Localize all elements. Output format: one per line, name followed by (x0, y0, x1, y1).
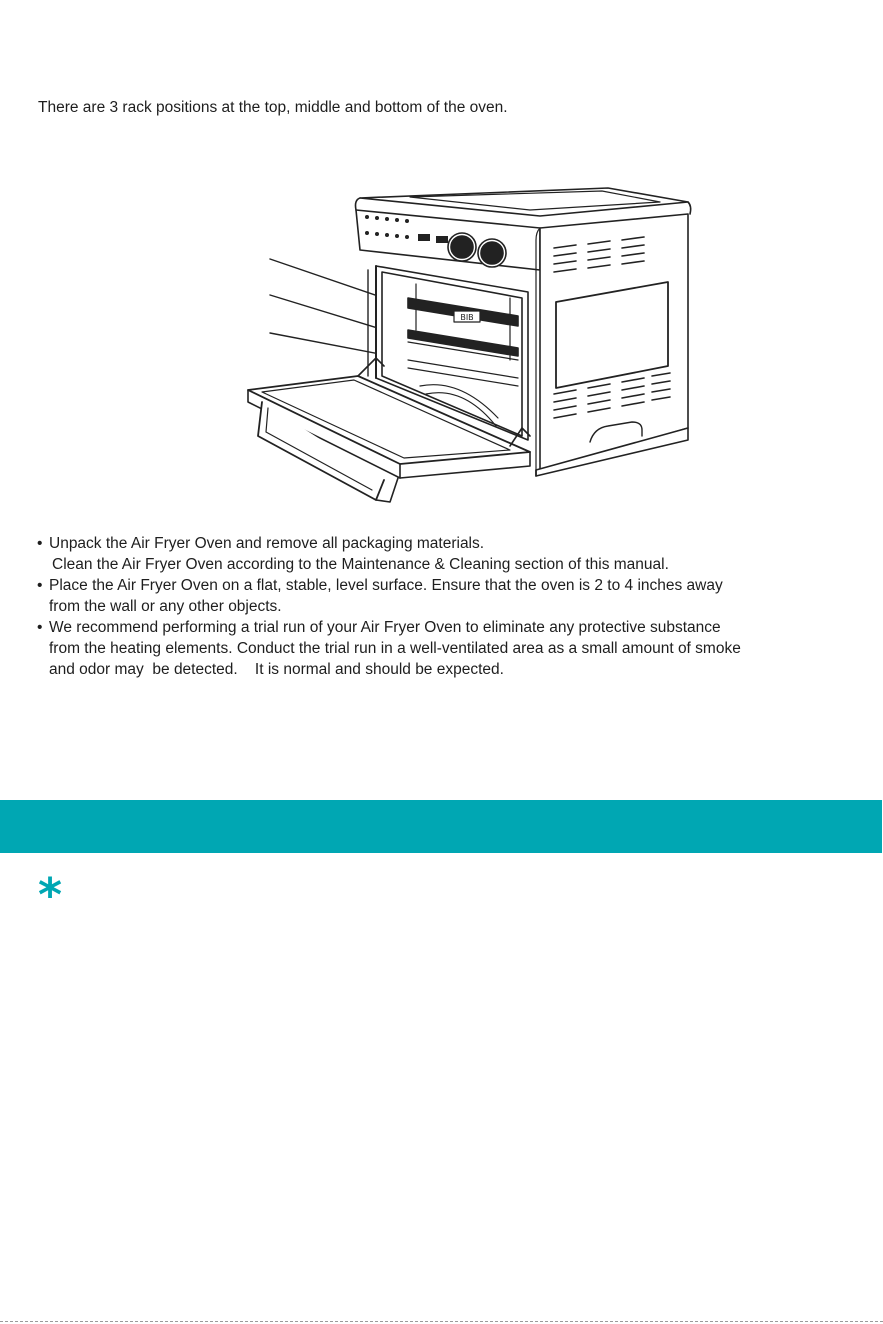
instruction-item (37, 575, 867, 617)
asterisk-icon: * (38, 868, 63, 922)
instruction-item (37, 533, 867, 575)
intro-text: There are 3 rack positions at the top, middle and bottom of the oven. (38, 99, 508, 116)
instruction-line: Unpack the Air Fryer Oven and remove all packaging materials. (49, 535, 485, 552)
instruction-line: and odor may be detected. It is normal and should be expected. (49, 661, 504, 678)
instruction-line: from the heating elements. Conduct the trial run in a well-ventilated area as a small amount of smoke (49, 640, 741, 657)
section-header-band (0, 800, 882, 853)
instruction-line: Clean the Air Fryer Oven according to the Maintenance & Cleaning section of this manual. (52, 556, 669, 573)
oven-illustration (240, 180, 700, 520)
setup-instructions-list (37, 533, 867, 680)
oven-logo-text: BIB (460, 313, 474, 322)
page-bottom-divider (0, 1321, 883, 1322)
instruction-line: We recommend performing a trial run of your Air Fryer Oven to eliminate any protective substance (49, 619, 721, 636)
instruction-line: from the wall or any other objects. (49, 598, 282, 615)
instruction-line: Place the Air Fryer Oven on a flat, stable, level surface. Ensure that the oven is 2 to 4 inches away (49, 577, 723, 594)
instruction-item (37, 617, 867, 680)
